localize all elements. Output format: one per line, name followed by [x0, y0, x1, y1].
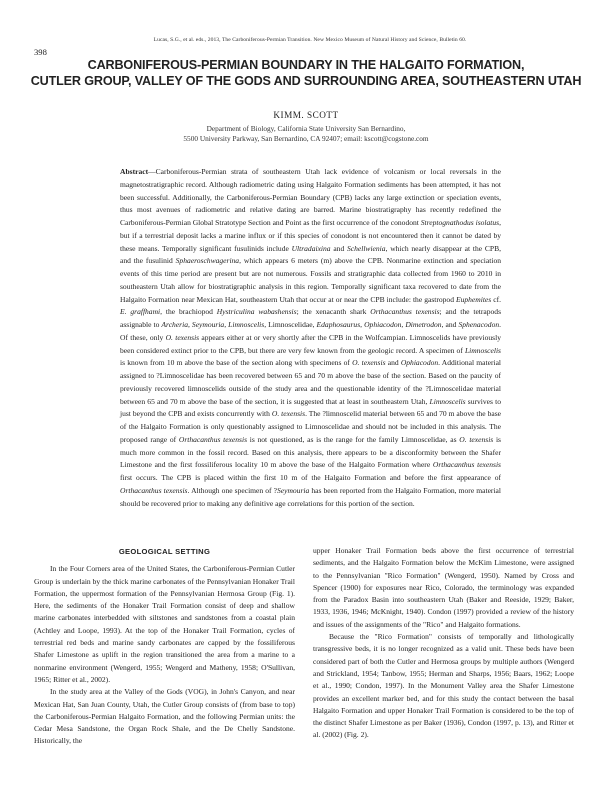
abstract-label: Abstract [120, 167, 149, 176]
taxon-name: Edaphosaurus [316, 320, 361, 329]
author-name: KIMM. SCOTT [273, 110, 339, 120]
abstract-text: survives to just beyond the CPB and exists concurrently with [120, 396, 501, 419]
abstract-text: and [385, 358, 401, 368]
taxon-name: E. graffhami [120, 307, 161, 317]
abstract-text: , which appears 6 meters (m) above the CPB. Nonmarine extinction and speciation events of this time period are present but are not numerous. Fossils and stratigraphic data collected from 1960 to 2010 in southeastern Utah allow for biostratigraphic analysis in this region. Temporally significant taxa recovered to date from the Halgaito Formation near Mexican Hat, southeastern Utah that occur at or near the CPB include: the gastropod [120, 256, 501, 304]
abstract [120, 166, 501, 510]
taxon-name: O. texensis [352, 358, 386, 368]
taxon-name: Orthacanthus texensis [178, 434, 248, 444]
abstract-text: has been reported from the Halgaito Formation, more material should be recovered prior to making any definitive age correlations for this portion of the section. [120, 485, 501, 508]
taxon-name: Sphaeroschwagerina [175, 256, 240, 266]
abstract-text: is known from 10 m above the base of the section along with specimens of [120, 358, 353, 368]
affiliation-line-2: 5500 University Parkway, San Bernardino, CA 92407; email: kscott@cogstone.com [183, 134, 429, 144]
taxon-name: O. texensis [459, 434, 494, 444]
taxon-name: Euphemites [456, 294, 492, 304]
abstract-text: ; the xenacanth shark [296, 307, 371, 317]
affiliation-line-1: Department of Biology, California State University San Bernardino, [206, 124, 406, 133]
taxon-name: Ultradaixina [291, 243, 331, 253]
left-column [34, 546, 295, 748]
abstract-text: first occurs. The CPB is placed within the first 10 m of the Halgaito Formation and before the first appearance of [120, 473, 501, 482]
abstract-text: and [330, 243, 347, 253]
paragraph: Because the "Rico Formation" consists of temporally and lithologically transgressive beds, it is no longer recognized as a valid unit. These beds have been considered part of both the Cutler and Hermosa groups by multiple authors (Wengerd and Strickland, 1954; Tanbow, 1955; Herman and Sharps, 1956; Baars, 1962; Loope et al., 1990; Condon, 1997). In the Monument Valley area the Shafer Limestone provides an excellent marker bed, and for this study the contact between the basal Halgaito Formation and upper Honaker Trail Formation is considered to be the top of the distinct Shafer Limestone as per Baker (1936), Condon (1997, p. 13), and Ritter et al. (2002) (Fig. 2). [313, 632, 574, 740]
taxon-name: Orthacanthus texensis [120, 485, 188, 495]
abstract-text: is much more common in the fossil record. Based on this analysis, there appears to be a disconformity between the Shafer Limestone and the first fossiliferous locality 10 m above the base of the Halgaito Formation where [120, 434, 501, 470]
taxon-name: Archeria [161, 320, 188, 329]
taxon-name: O. texensis [271, 409, 306, 419]
taxon-name: Seymouria [276, 485, 310, 495]
paragraph: In the Four Corners area of the United States, the Carboniferous-Permian Cutler Group is underlain by the thick marine carbonates of the Pennsylvanian Honaker Trail Formation, the uppermost formation of the Pennsylvanian Hermosa Group (Fig. 1). Here, the sediments of the Honaker Trail Formation consist of deep and shallow marine carbonates interbedded with siltstones and sandstones from a coastal plain (Achtley and Loope, 1993). At the top of the Honaker Trail Formation, cycles of terrestrial red beds and marine sandy carbonates are capped by the fossiliferous Shafer Limestone as uplift in the region transitioned the area from a marine to a nonmarine environment (Wengerd, 1955; Wengerd and Matheny, 1958; O'Sullivan, 1965; Ritter et al., 2002). [34, 564, 295, 684]
title-line-1: CARBONIFEROUS-PERMIAN BOUNDARY IN THE HALGAITO FORMATION, [87, 58, 525, 72]
running-head: Lucas, S.G., et al. eds., 2013, The Carboniferous-Permian Transition. New Mexico Museum of Natural History and Science, Bulletin 60. [153, 37, 467, 43]
taxon-name: Limnoscelis [228, 320, 265, 329]
abstract-text: . Although one specimen of ? [187, 485, 277, 495]
section-heading-geological-setting: GEOLOGICAL SETTING [118, 547, 211, 556]
taxon-name: Limnoscelis [464, 345, 501, 355]
abstract-text: , [187, 320, 192, 329]
taxon-name: O. texensis [165, 332, 200, 342]
abstract-text: , [360, 320, 365, 329]
taxon-name: Orthacanthus texensis [432, 460, 501, 470]
taxon-name: Hystriculina wabashensis [216, 307, 297, 317]
paragraph: In the study area at the Valley of the Gods (VOG), in John's Canyon, and near Mexican Hat, San Juan County, Utah, the Cutler Group consists of (from base to top) the Carboniferous-Permian Halgaito Formation, and the following Permian units: the Cedar Mesa Sandstone, the Organ Rock Shale, and the De Chelly Sandstone. Historically, the [34, 687, 295, 746]
right-column [313, 545, 574, 742]
abstract-text: . Additional material assigned to ?Limnoscelidae has been recovered between 65 and 70 m above the base of the section. Based on the paucity of previously recovered limnoscelids outside of the study area and the questionable identity of the ?Limnoscelidae material between 65 and 70 m above the base of the section, it is suggested that at least in southeastern Utah, [120, 358, 502, 406]
paper-title [30, 58, 582, 89]
abstract-text: , [401, 320, 406, 329]
taxon-name: Schellwienia [346, 243, 386, 253]
taxon-name: Orthacanthus texensis [370, 307, 440, 317]
taxon-name: Ophiacodon [400, 358, 439, 368]
abstract-text: , [224, 320, 229, 329]
abstract-text: , Limnoscelidae, [264, 320, 317, 329]
taxon-name: Dimetrodon [405, 320, 442, 329]
abstract-text: —Carboniferous-Permian strata of southeastern Utah lack evidence of volcanism or local reversals in the magnetostratigraphic record. Although radiometric dating using Halgaito Formation sediments has been attempted, it has not been successful. Additionally, the Carboniferous-Permian Boundary (CPB) lacks any large extinction or speciation events, thus most avenues of radiometric and relative dating are barred. Marine biostratigraphy has recently redefined the Carboniferous-Permian Global Stratotype Section and Point as the first occurrence of the conodont [120, 167, 501, 227]
paragraph: upper Honaker Trail Formation beds above the first occurrence of terrestrial sediments, and the Halgaito Formation below the McKim Limestone, were assigned to the Pennsylvanian "Rico Formation" (Wengerd, 1950). Named by Cross and Spencer (1900) for exposures near Rico, Colorado, the terminology was expanded from the Paradox Basin into southeastern Utah (Baker and Reeside, 1929; Baker, 1933, 1936, 1946; McKnight, 1940). Condon (1997) provided a review of the history and issues of the assignments of the "Rico" and Halgaito formations. [313, 546, 574, 629]
taxon-name: Limnoscelis [429, 396, 466, 406]
abstract-text: cf. [491, 294, 501, 304]
abstract-text: , the brachiopod [160, 307, 217, 317]
page-number: 398 [34, 47, 47, 57]
taxon-name: Streptognathodus isolatus [420, 218, 500, 227]
abstract-text: ; and the tetrapods assignable to [120, 307, 502, 329]
taxon-name: Seymouria [191, 320, 225, 329]
abstract-text: , which nearly disappear at the CPB, and the fusulinid [120, 243, 501, 266]
abstract-text: , but if a terrestrial deposit lacks a marine influx or if this species of conodont is not encountered then it cannot be dated by these means. Temporally significant fusulinids include [120, 218, 501, 253]
abstract-text: appears either at or very shortly after the CPB in the Wolfcampian. Limnoscelids have previously been considered extinct prior to the CPB, but there are very few known from the geologic record. A specimen of [120, 332, 501, 355]
abstract-text: . Of these, only [120, 320, 502, 342]
taxon-name: Sphenacodon [458, 320, 500, 329]
author-affiliation [30, 124, 582, 144]
abstract-text: , and [441, 320, 459, 329]
title-line-2: CUTLER GROUP, VALLEY OF THE GODS AND SURROUNDING AREA, SOUTHEASTERN UTAH [30, 73, 582, 88]
taxon-name: Ophiacodon [364, 320, 402, 329]
abstract-text: . The ?limnoscelid material between 65 and 70 m above the base of the Halgaito Formation is only questionably assigned to Limnoscelidae and should not be included in this analysis. The proposed range of [120, 409, 501, 444]
abstract-text: is not questioned, as is the range for the family Limnoscelidae, as [247, 434, 460, 444]
